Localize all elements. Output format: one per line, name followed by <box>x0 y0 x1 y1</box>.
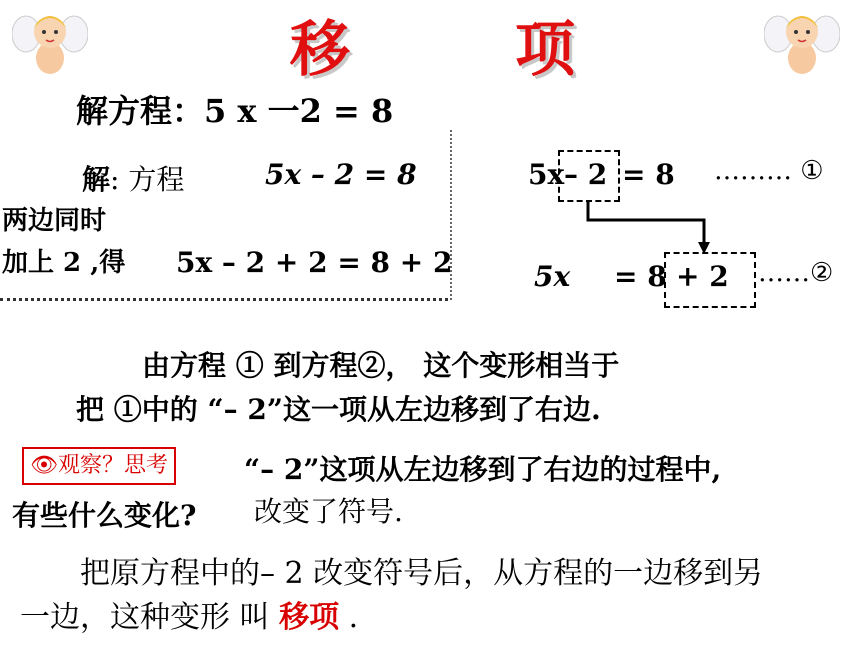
definition-term: 移项 <box>279 600 340 635</box>
divider-horizontal <box>0 298 448 301</box>
definition-prefix: 一边，这种变形 叫 <box>20 600 270 635</box>
diagram-eq1-left: 5x <box>528 158 565 191</box>
definition-suffix: . <box>339 600 359 635</box>
title-char-1: 移 <box>290 15 352 85</box>
definition-line2 <box>20 592 358 636</box>
problem-statement: 解方程：5 x 一2 = 8 <box>76 92 394 130</box>
observe-badge-label: 观察？思考 <box>57 453 168 478</box>
definition-line1: 把原方程中的– 2 改变符号后，从方程的一边移到另 <box>80 556 764 591</box>
diagram-eq2-left: 5x <box>534 260 571 293</box>
eye-icon: 👁 <box>30 453 58 478</box>
divider-vertical <box>450 130 452 300</box>
diagram-eq1-right: = 8 <box>622 158 675 191</box>
diagram-eq2-mid: = 8 <box>614 260 667 293</box>
title-char-2: 项 <box>515 15 577 85</box>
observe-question-2: 有些什么变化? <box>12 499 197 532</box>
move-arrow-icon <box>580 198 720 258</box>
observe-question: “– 2”这项从左边移到了右边的过程中, <box>244 453 722 486</box>
angel-right-icon <box>764 4 840 76</box>
diagram-eq1-marker: ……… ① <box>714 156 824 186</box>
solution-equation-2: 5x – 2 + 2 = 8 + 2 <box>176 246 453 279</box>
diagram-eq1-term: – 2 <box>564 158 608 191</box>
solution-line1 <box>82 158 184 198</box>
explanation-line2: 把 ①中的 “– 2”这一项从左边移到了右边. <box>76 393 601 426</box>
observe-think-badge <box>22 447 176 485</box>
diagram-eq2-term: + 2 <box>676 260 729 293</box>
diagram-eq2-marker: ……② <box>758 258 834 288</box>
solution-line2: 两边同时 <box>2 206 107 236</box>
angel-left-icon <box>12 4 88 76</box>
solution-line3: 加上 2 ,得 <box>2 248 126 278</box>
explanation-line1: 由方程 ① 到方程②， 这个变形相当于 <box>142 349 620 382</box>
observe-answer: 改变了符号. <box>254 495 403 528</box>
solution-line1-text: : 方程 <box>110 163 185 196</box>
solution-label: 解 <box>82 163 111 196</box>
solution-equation-1: 5x – 2 = 8 <box>265 158 417 191</box>
